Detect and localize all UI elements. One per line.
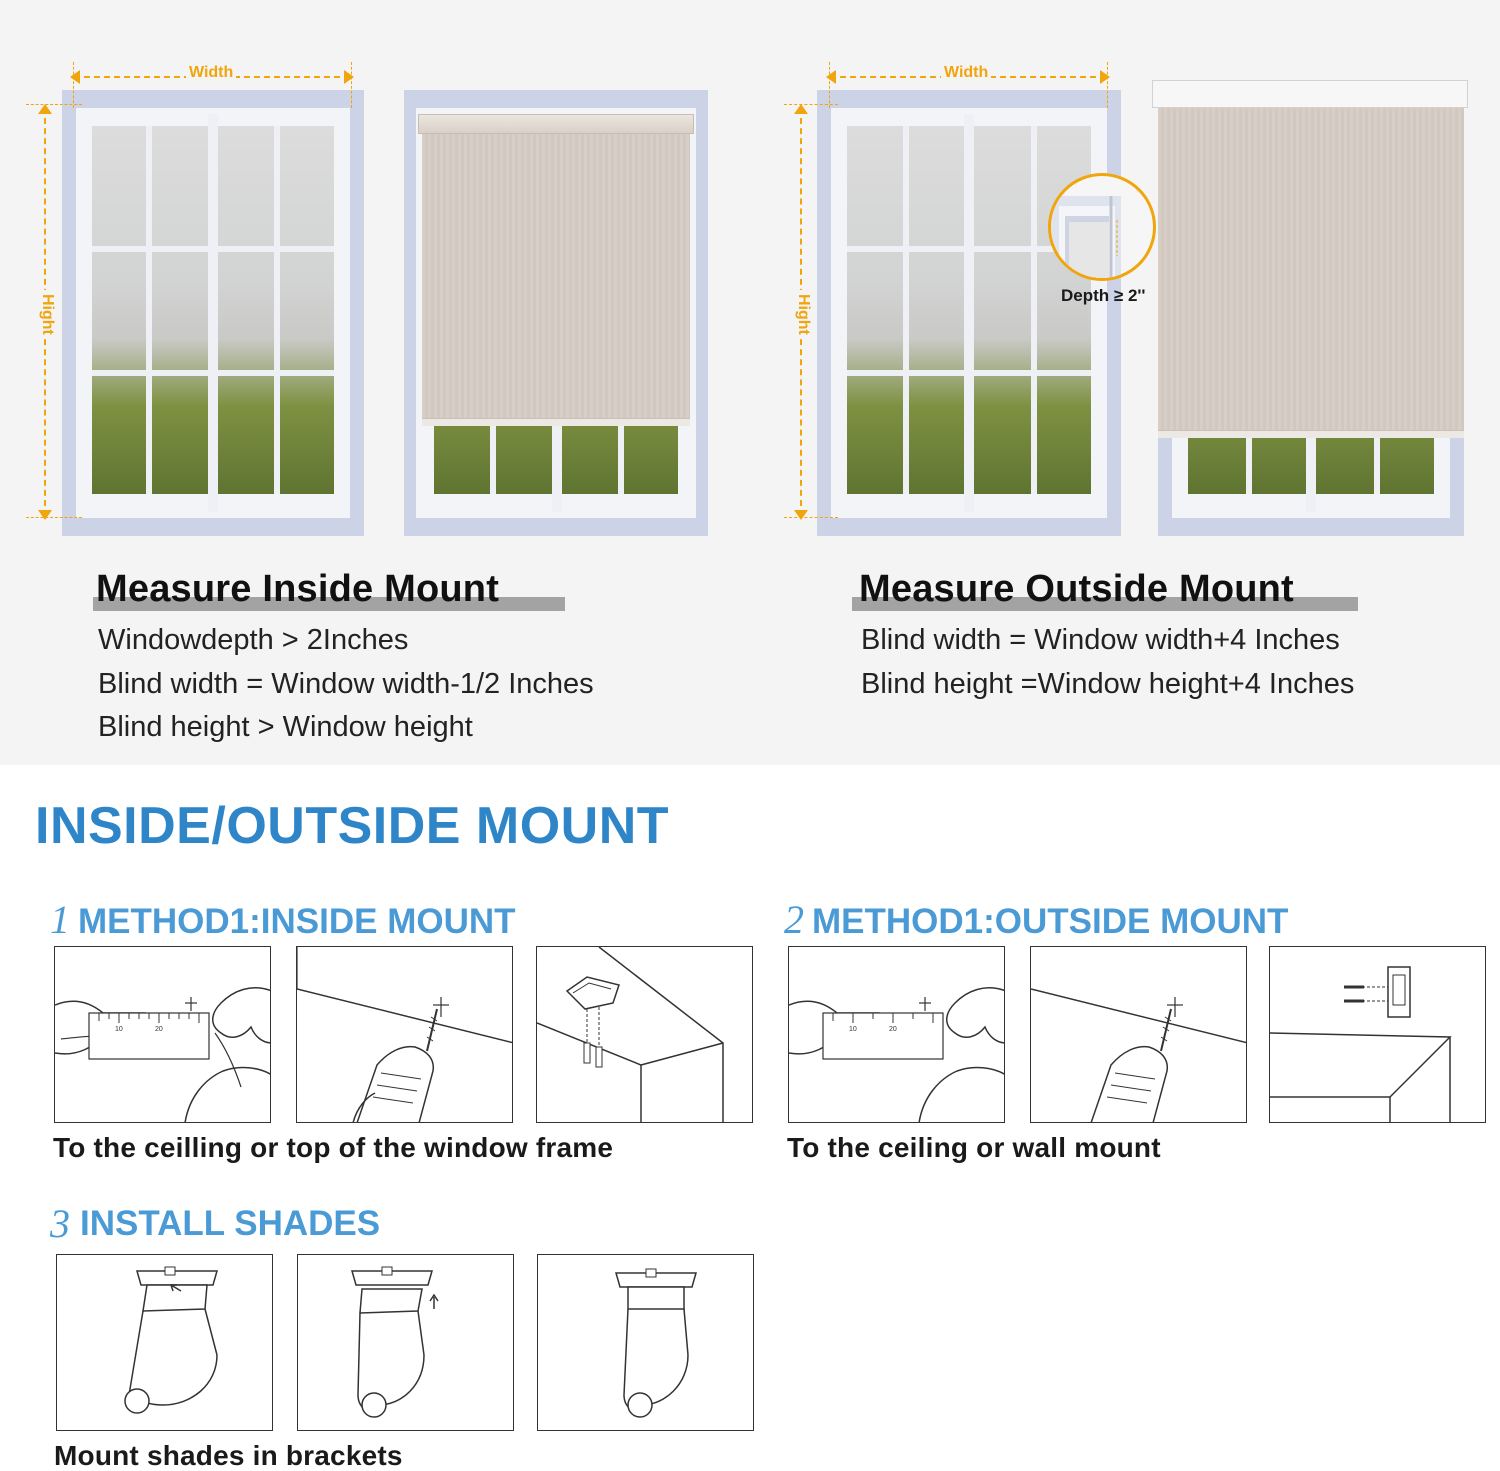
step-3-box-3 bbox=[537, 1254, 754, 1431]
step-1-caption: To the ceilling or top of the window frame bbox=[53, 1132, 614, 1163]
step-3-title: INSTALL SHADES bbox=[80, 1204, 381, 1243]
inside-line-2: Blind width = Window width-1/2 Inches bbox=[98, 668, 594, 700]
height-label: Hight bbox=[38, 290, 56, 339]
window-with-inside-shade bbox=[404, 90, 708, 536]
step-1-number: 1 bbox=[50, 897, 70, 942]
step-2-title: METHOD1:OUTSIDE MOUNT bbox=[812, 902, 1289, 941]
step-3-caption: Mount shades in brackets bbox=[54, 1440, 403, 1471]
ruler-tick-10: 10 bbox=[115, 1026, 123, 1033]
step-1-measure-box bbox=[54, 946, 271, 1123]
step-1-bracket-box bbox=[536, 946, 753, 1123]
step-2-drill-box bbox=[1030, 946, 1247, 1123]
step-3-box-1 bbox=[56, 1254, 273, 1431]
step-2-measure-box bbox=[788, 946, 1005, 1123]
depth-zoom-circle bbox=[1048, 173, 1156, 281]
inside-line-3: Blind height > Window height bbox=[98, 711, 473, 743]
step-1-title: METHOD1:INSIDE MOUNT bbox=[78, 902, 516, 941]
height-label-outside: Hight bbox=[794, 290, 812, 339]
ruler-tick-20-b: 20 bbox=[889, 1026, 897, 1033]
step-2-wall-bracket-box bbox=[1269, 946, 1486, 1123]
outside-roller-shade bbox=[1158, 100, 1464, 432]
window-bare-outside bbox=[817, 90, 1121, 536]
roller-shade bbox=[422, 120, 690, 422]
ruler-tick-20: 20 bbox=[155, 1026, 163, 1033]
inside-mount-title: Measure Inside Mount bbox=[96, 568, 500, 610]
inside-line-1: Windowdepth > 2Inches bbox=[98, 624, 409, 656]
width-label: Width bbox=[186, 64, 236, 82]
depth-label: Depth ≥ 2'' bbox=[1061, 286, 1146, 305]
window-bare-inside bbox=[62, 90, 364, 536]
ruler-tick-10-b: 10 bbox=[849, 1026, 857, 1033]
outside-mount-title: Measure Outside Mount bbox=[859, 568, 1294, 610]
step-2-number: 2 bbox=[784, 897, 804, 942]
install-title: INSIDE/OUTSIDE MOUNT bbox=[35, 797, 670, 855]
step-1-drill-box bbox=[296, 946, 513, 1123]
step-2-caption: To the ceiling or wall mount bbox=[787, 1132, 1161, 1163]
outside-mount-rail bbox=[1152, 80, 1468, 108]
step-3-number: 3 bbox=[50, 1201, 70, 1246]
step-3-box-2 bbox=[297, 1254, 514, 1431]
width-label-outside: Width bbox=[941, 64, 991, 82]
outside-line-1: Blind width = Window width+4 Inches bbox=[861, 624, 1340, 656]
outside-line-2: Blind height =Window height+4 Inches bbox=[861, 668, 1355, 700]
